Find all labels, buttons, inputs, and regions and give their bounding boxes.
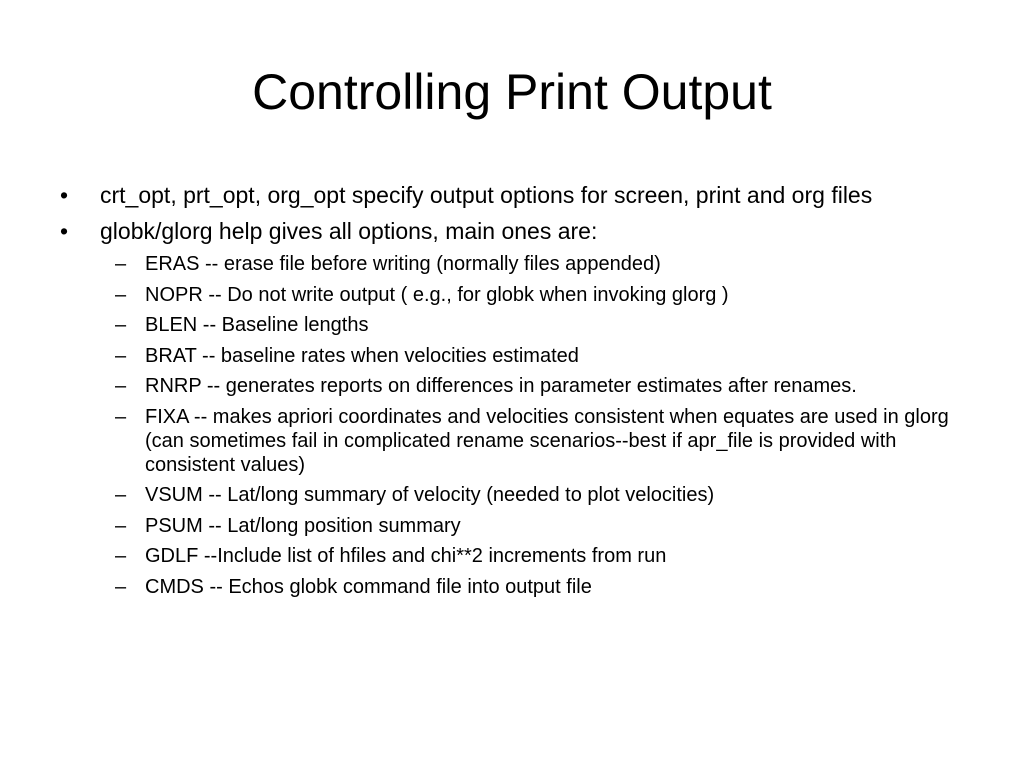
dash-marker: – <box>115 545 127 567</box>
sub-bullet-list <box>58 252 978 599</box>
sub-bullet-text: ERAS -- erase file before writing (normally files appended) <box>145 253 661 275</box>
bullet-text: globk/glorg help gives all options, main ones are: <box>100 218 598 244</box>
sub-bullet-text: FIXA -- makes apriori coordinates and velocities consistent when equates are used in glorg (can sometimes fail in complicated rename scenarios--best if apr_file is provided with consistent values) <box>145 405 949 476</box>
sub-bullet-text: VSUM -- Lat/long summary of velocity (needed to plot velocities) <box>145 484 715 506</box>
dash-marker: – <box>115 575 127 598</box>
sub-bullet-item <box>58 483 978 507</box>
sub-bullet-item <box>58 544 978 568</box>
dash-marker: – <box>115 344 127 367</box>
dash-marker: – <box>115 314 127 336</box>
dash-marker: – <box>115 375 127 397</box>
sub-bullet-text: PSUM -- Lat/long position summary <box>145 514 461 537</box>
sub-bullet-item <box>58 374 978 398</box>
dash-marker: – <box>115 283 127 306</box>
sub-bullet-text: RNRP -- generates reports on differences in parameter estimates after renames. <box>145 375 857 397</box>
slide-title: Controlling Print Output <box>252 64 772 120</box>
bullet-marker: • <box>60 182 69 208</box>
sub-bullet-text: BLEN -- Baseline lengths <box>145 314 369 336</box>
sub-bullet-item <box>58 405 978 477</box>
sub-bullet-text: BRAT -- baseline rates when velocities estimated <box>145 344 579 367</box>
bullet-item <box>58 182 978 208</box>
sub-bullet-item <box>58 514 978 538</box>
sub-bullet-text: CMDS -- Echos globk command file into output file <box>145 575 592 598</box>
dash-marker: – <box>115 484 127 506</box>
slide-content <box>58 182 978 605</box>
sub-bullet-text: NOPR -- Do not write output ( e.g., for globk when invoking glorg ) <box>145 283 729 306</box>
bullet-text: crt_opt, prt_opt, org_opt specify output options for screen, print and org files <box>100 182 873 208</box>
sub-bullet-item <box>58 575 978 599</box>
bullet-item <box>58 218 978 244</box>
sub-bullet-item <box>58 313 978 337</box>
sub-bullet-item <box>58 252 978 276</box>
bullet-marker: • <box>60 218 69 244</box>
dash-marker: – <box>115 253 127 275</box>
sub-bullet-item <box>58 344 978 368</box>
sub-bullet-item <box>58 283 978 307</box>
dash-marker: – <box>115 405 127 428</box>
dash-marker: – <box>115 514 127 537</box>
sub-bullet-text: GDLF --Include list of hfiles and chi**2 increments from run <box>145 545 667 567</box>
